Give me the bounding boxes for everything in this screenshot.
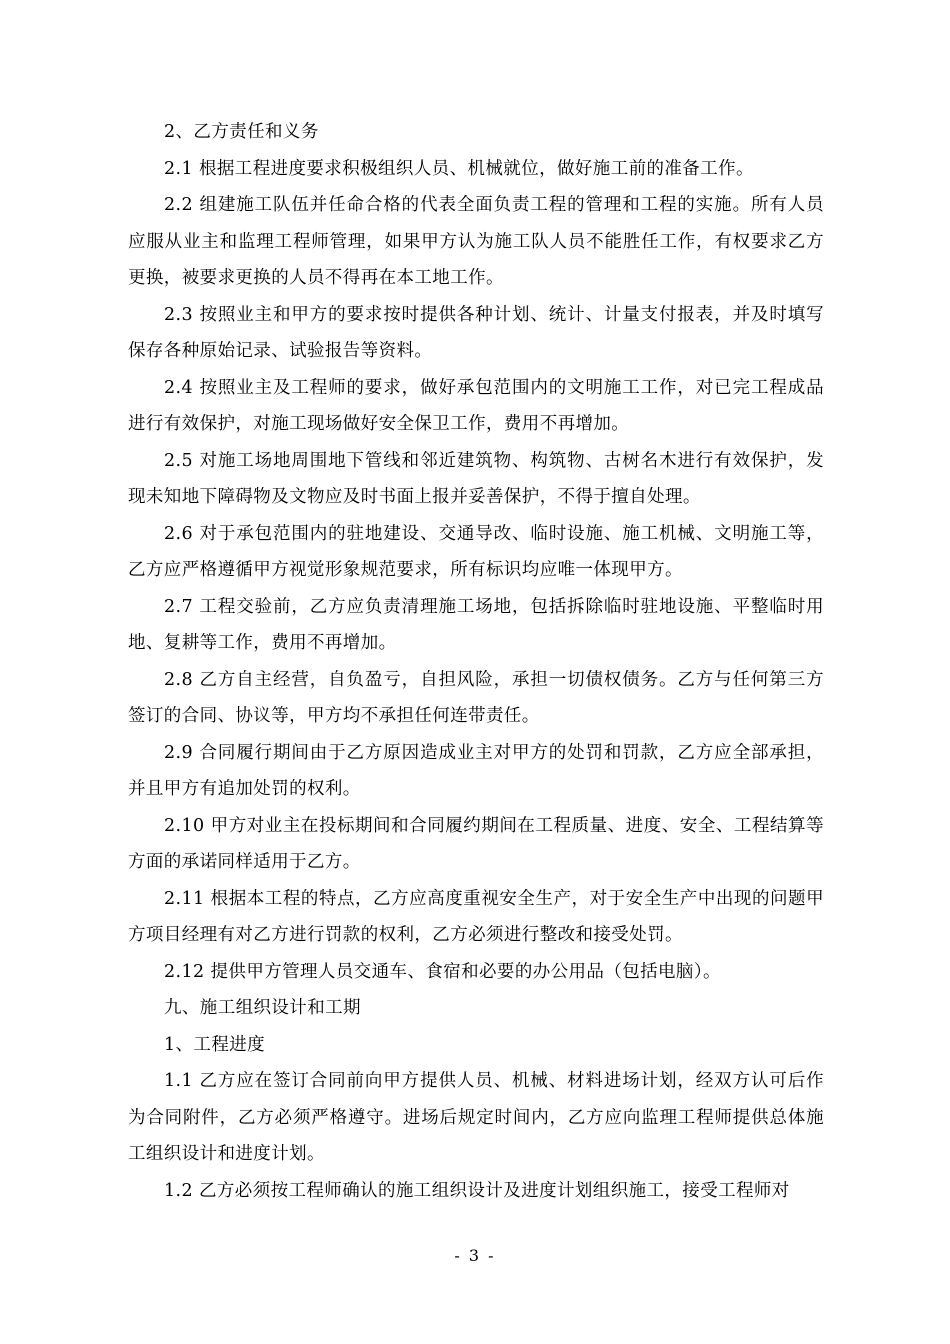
section-heading-party-b-duties: 2、乙方责任和义务	[164, 122, 319, 142]
clause-2-12: 2.12 提供甲方管理人员交通车、食宿和必要的办公用品（包括电脑）。	[164, 961, 721, 982]
subsection-heading-progress: 1、工程进度	[164, 1034, 266, 1055]
clause-2-10: 2.10 甲方对业主在投标期间和合同履约期间在工程质量、进度、安全、工程结算等方面的承诺同样适用于乙方。	[128, 815, 824, 872]
clause-2-7: 2.7 工程交验前，乙方应负责清理施工场地，包括拆除临时驻地设施、平整临时用地、复耕等工作，费用不再增加。	[128, 596, 824, 653]
document-body	[128, 114, 824, 1209]
clause-2-5: 2.5 对施工场地周围地下管线和邻近建筑物、构筑物、古树名木进行有效保护，发现未知地下障碍物及文物应及时书面上报并妥善保护，不得于擅自处理。	[128, 450, 824, 507]
clause-1-2: 1.2 乙方必须按工程师确认的施工组织设计及进度计划组织施工，接受工程师对	[164, 1180, 790, 1201]
clause-2-4: 2.4 按照业主及工程师的要求，做好承包范围内的文明施工工作，对已完工程成品进行有效保护，对施工现场做好安全保卫工作，费用不再增加。	[128, 377, 824, 434]
clause-2-2: 2.2 组建施工队伍并任命合格的代表全面负责工程的管理和工程的实施。所有人员应服从业主和监理工程师管理，如果甲方认为施工队人员不能胜任工作，有权要求乙方更换，被要求更换的人员不得再在本工地工作。	[128, 195, 824, 288]
clause-2-8: 2.8 乙方自主经营，自负盈亏，自担风险，承担一切债权债务。乙方与任何第三方签订的合同、协议等，甲方均不承担任何连带责任。	[128, 669, 824, 726]
clause-2-6: 2.6 对于承包范围内的驻地建设、交通导改、临时设施、施工机械、文明施工等，乙方应严格遵循甲方视觉形象规范要求，所有标识均应唯一体现甲方。	[128, 523, 824, 580]
clause-2-9: 2.9 合同履行期间由于乙方原因造成业主对甲方的处罚和罚款，乙方应全部承担，并且甲方有追加处罚的权利。	[128, 742, 824, 799]
page-number: - 3 -	[454, 1246, 496, 1265]
clause-2-1: 2.1 根据工程进度要求积极组织人员、机械就位，做好施工前的准备工作。	[164, 158, 754, 179]
clause-1-1: 1.1 乙方应在签订合同前向甲方提供人员、机械、材料进场计划，经双方认可后作为合同附件，乙方必须严格遵守。进场后规定时间内，乙方应向监理工程师提供总体施工组织设计和进度计划。	[128, 1071, 824, 1164]
clause-2-3: 2.3 按照业主和甲方的要求按时提供各种计划、统计、计量支付报表，并及时填写保存各种原始记录、试验报告等资料。	[128, 304, 824, 361]
section-heading-construction-schedule: 九、施工组织设计和工期	[164, 998, 361, 1018]
clause-2-11: 2.11 根据本工程的特点，乙方应高度重视安全生产，对于安全生产中出现的问题甲方项目经理有对乙方进行罚款的权利，乙方必须进行整改和接受处罚。	[128, 888, 824, 945]
